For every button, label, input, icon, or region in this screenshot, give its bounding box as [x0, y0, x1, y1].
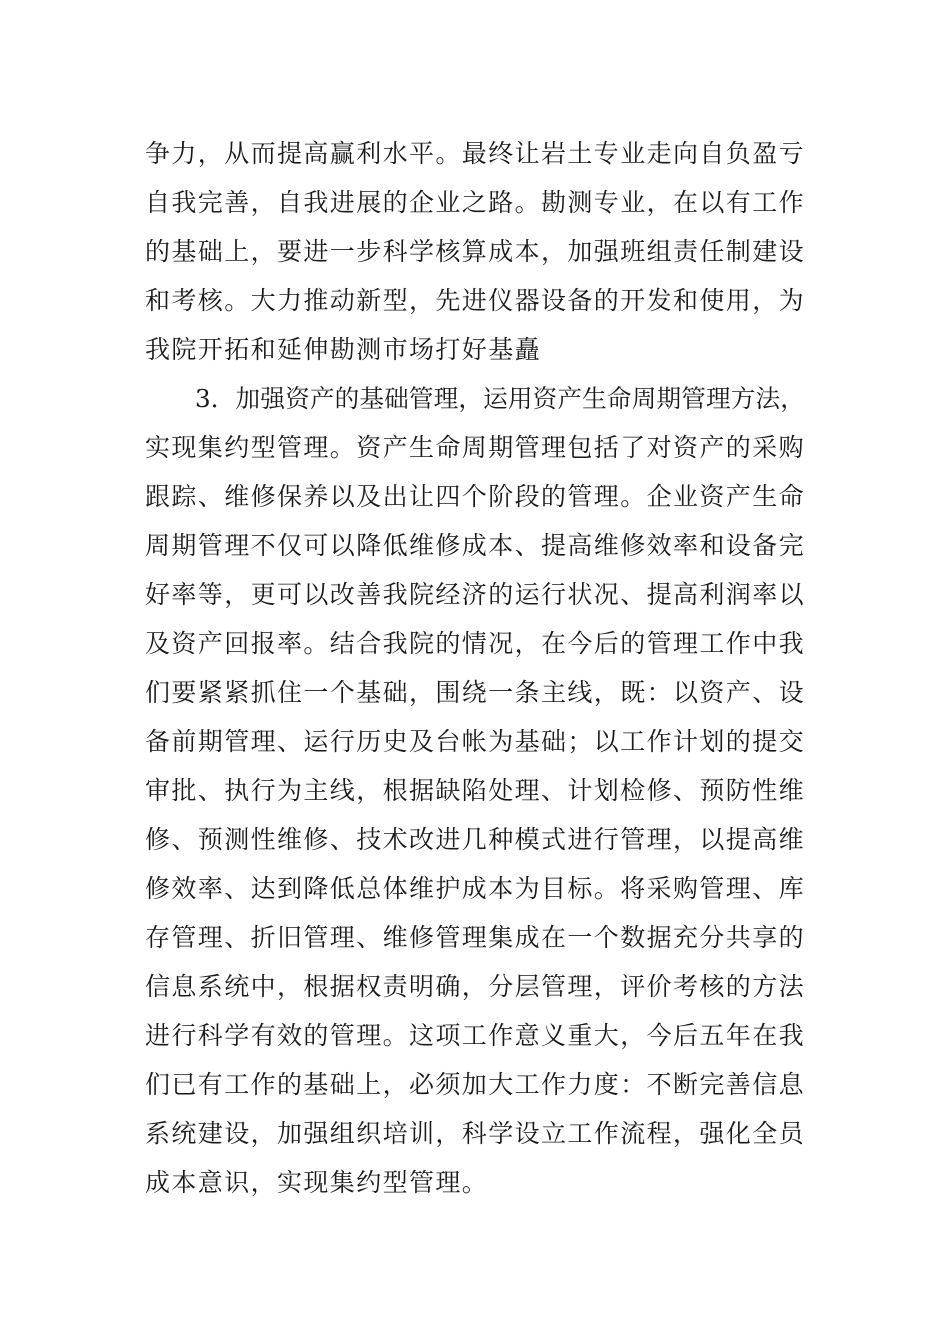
text-line: 及资产回报率。结合我院的情况，在今后的管理工作中我: [145, 629, 805, 658]
text-line: 修、预测性维修、技术改进几种模式进行管理，以提高维: [145, 825, 805, 854]
text-line: 好率等，更可以改善我院经济的运行状况、提高利润率以: [145, 580, 805, 609]
text-line: 们要紧紧抓住一个基础，围绕一条主线，既：以资产、设: [145, 678, 805, 707]
text-line: 周期管理不仅可以降低维修成本、提高维修效率和设备完: [145, 531, 805, 560]
text-line: 进行科学有效的管理。这项工作意义重大，今后五年在我: [145, 1021, 805, 1050]
text-line: 跟踪、维修保养以及出让四个阶段的管理。企业资产生命: [145, 482, 805, 511]
text-line: 信息系统中，根据权责明确，分层管理，评价考核的方法: [145, 972, 805, 1001]
text-line: 自我完善，自我进展的企业之路。勘测专业，在以有工作: [145, 188, 805, 217]
text-line: 修效率、达到降低总体维护成本为目标。将采购管理、库: [145, 874, 805, 903]
paragraph-item-3: [145, 374, 805, 1207]
text-line: 们已有工作的基础上，必须加大工作力度：不断完善信息: [145, 1070, 805, 1099]
text-line: 审批、执行为主线，根据缺陷处理、计划检修、预防性维: [145, 776, 805, 805]
text-line: 系统建设，加强组织培训，科学设立工作流程，强化全员: [145, 1119, 805, 1148]
text-line: 争力，从而提高赢利水平。最终让岩土专业走向自负盈亏: [145, 139, 805, 168]
text-line: 和考核。大力推动新型，先进仪器设备的开发和使用，为: [145, 286, 805, 315]
paragraph-continuation: [145, 129, 805, 374]
text-line: 存管理、折旧管理、维修管理集成在一个数据充分共享的: [145, 923, 805, 952]
text-line: 实现集约型管理。资产生命周期管理包括了对资产的采购: [145, 433, 805, 462]
text-line: 备前期管理、运行历史及台帐为基础；以工作计划的提交: [145, 727, 805, 756]
text-line: 成本意识，实现集约型管理。: [145, 1168, 489, 1197]
text-line: 我院开拓和延伸勘测市场打好基矗: [145, 335, 541, 364]
text-line: 3．加强资产的基础管理，运用资产生命周期管理方法，: [195, 384, 805, 413]
text-line: 的基础上，要进一步科学核算成本，加强班组责任制建设: [145, 237, 805, 266]
body-text: [145, 129, 805, 1207]
